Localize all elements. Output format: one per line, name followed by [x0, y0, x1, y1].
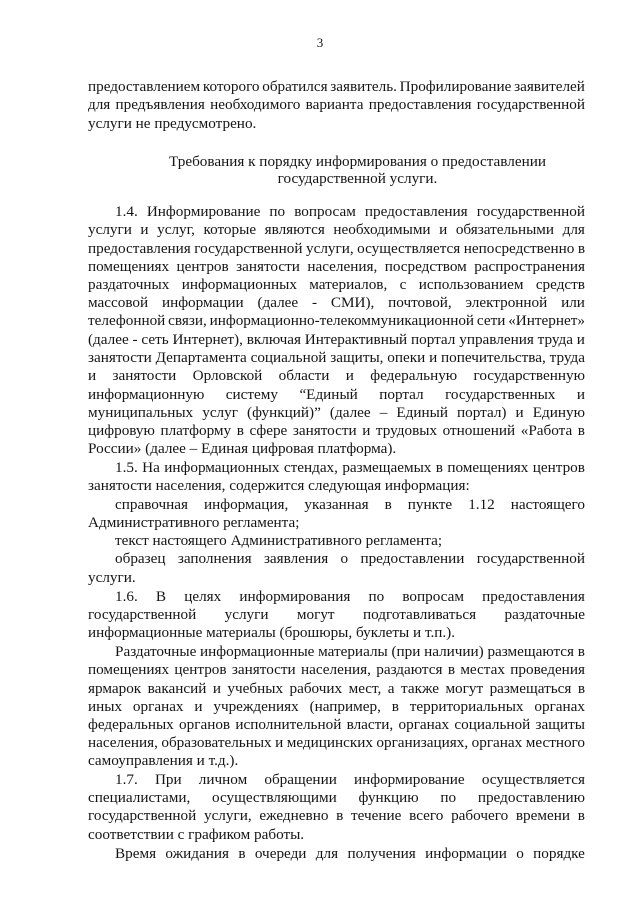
word: отношений — [442, 422, 516, 439]
text-line — [88, 331, 585, 349]
word: населения, — [307, 258, 378, 275]
word: социальной — [454, 716, 531, 733]
word: для — [315, 845, 339, 862]
word: телефонной — [88, 312, 166, 329]
word: государственной — [476, 550, 585, 567]
word: материалов, — [309, 276, 388, 293]
text-line: занятости населения, содержится следующая информация: — [88, 477, 470, 494]
word: варианта — [305, 96, 364, 113]
word: размещаться — [489, 680, 572, 697]
word: государственной — [88, 807, 197, 824]
word: государственной — [476, 96, 585, 113]
word: проведения — [510, 661, 585, 678]
word: попечительства, — [441, 349, 546, 366]
word: Единую — [532, 404, 585, 421]
word: и — [194, 698, 203, 715]
word: портал) — [457, 404, 507, 421]
text-line — [115, 643, 585, 661]
word: “Единый — [299, 386, 358, 403]
word: ярмарок — [88, 680, 142, 697]
word: и — [345, 367, 354, 384]
word: электронной — [465, 294, 548, 311]
word: власти, — [346, 716, 394, 733]
word: услуги — [88, 221, 132, 238]
word: портал — [411, 331, 456, 348]
word: целях — [184, 588, 222, 605]
section-heading-line: Требования к порядку информирования о предоставлении — [169, 153, 546, 170]
word: местного — [525, 734, 585, 751]
word: сфере — [249, 422, 288, 439]
word: информационных — [164, 459, 280, 476]
word: управления — [459, 331, 534, 348]
word: При — [154, 771, 182, 788]
word: исполнительной — [235, 716, 342, 733]
word: вопросам — [402, 588, 464, 605]
word: труда — [537, 331, 573, 348]
text-line — [88, 661, 585, 679]
word: органов — [179, 716, 231, 733]
word: информирование — [353, 771, 465, 788]
word: защиты, — [330, 349, 384, 366]
text-line — [115, 550, 585, 568]
word: заполнения — [177, 550, 252, 567]
word: порядке — [533, 845, 585, 862]
word: заявитель. — [330, 78, 397, 95]
word: и — [429, 349, 438, 366]
word: указанная — [304, 496, 369, 513]
word: и — [576, 386, 585, 403]
text-line: информационные материалы (брошюры, буклеты и т.п.). — [88, 624, 456, 641]
text-line — [88, 221, 585, 239]
word: помещениях — [88, 661, 170, 678]
text-line: услуги не предусмотрено. — [88, 115, 257, 132]
word: и — [439, 221, 448, 238]
word: и — [576, 331, 585, 348]
word: – — [379, 404, 388, 421]
word: 1.5. — [115, 459, 138, 476]
word: размещаются — [487, 643, 575, 660]
text-line — [88, 698, 585, 716]
word: (функций)” — [247, 404, 321, 421]
word: в — [577, 240, 585, 257]
word: местах — [460, 661, 505, 678]
word: включая — [246, 331, 301, 348]
word: занятости — [88, 349, 152, 366]
word: заявления — [263, 550, 329, 567]
word: - — [311, 294, 318, 311]
word: заявителей — [514, 78, 585, 95]
word: функцию — [358, 789, 419, 806]
word: необходимого — [210, 96, 301, 113]
word: труда — [549, 349, 585, 366]
word: осуществляющими — [212, 789, 337, 806]
word: осуществляется — [357, 240, 461, 257]
word: Время — [115, 845, 157, 862]
word: центров — [176, 258, 229, 275]
text-line — [88, 96, 585, 114]
text-line: России» (далее – Единая цифровая платформа). — [88, 440, 397, 457]
word: услуг, — [157, 221, 195, 238]
word: муниципальных — [88, 404, 194, 421]
word: трудовых — [375, 422, 438, 439]
word: государственную — [473, 367, 585, 384]
text-line — [88, 258, 585, 276]
word: специалистами, — [88, 789, 191, 806]
word: На — [142, 459, 160, 476]
text-line — [88, 349, 585, 367]
word: в — [577, 422, 585, 439]
word: 1.4. — [115, 203, 138, 220]
text-line: текст настоящего Административного регламента; — [115, 532, 443, 549]
word: средств — [535, 276, 585, 293]
word: по — [368, 588, 385, 605]
word: услуг — [202, 404, 238, 421]
word: и — [275, 734, 284, 751]
word: в — [236, 422, 244, 439]
word: необходимыми — [333, 221, 431, 238]
word: в — [447, 661, 455, 678]
word: - — [132, 331, 138, 348]
word: услуги — [224, 606, 269, 623]
word: услуги, — [306, 240, 354, 257]
word: настоящего — [510, 496, 585, 513]
word: личном — [198, 771, 248, 788]
word: государственной — [88, 606, 197, 623]
word: Раздаточные — [115, 643, 197, 660]
word: (например, — [309, 698, 381, 715]
word: предоставления — [482, 588, 585, 605]
word: Департамента — [155, 349, 247, 366]
word: медицинских — [286, 734, 373, 751]
word: предъявления — [115, 96, 205, 113]
text-line — [115, 496, 585, 514]
word: в — [577, 643, 585, 660]
word: справочная — [115, 496, 188, 513]
text-line — [115, 771, 585, 789]
word: с — [399, 276, 407, 293]
word: федеральных — [88, 716, 174, 733]
text-line — [115, 588, 585, 606]
word: также — [401, 680, 439, 697]
word: социальной — [250, 349, 327, 366]
word: сеть — [141, 331, 169, 348]
word: населения, — [301, 661, 371, 678]
word: осуществляется — [481, 771, 585, 788]
word: территориальных — [409, 698, 524, 715]
text-line — [88, 276, 585, 294]
word: предоставления — [364, 203, 468, 220]
word: в — [384, 496, 392, 513]
word: в — [391, 698, 399, 715]
text-line — [88, 807, 585, 825]
word: (далее — [257, 294, 299, 311]
word: массовой — [88, 294, 149, 311]
word: иных — [88, 698, 123, 715]
text-line — [88, 312, 585, 330]
text-line — [88, 716, 585, 734]
text-line — [115, 845, 585, 863]
word: предоставлении — [360, 550, 465, 567]
word: в — [577, 680, 585, 697]
word: Интернет), — [172, 331, 243, 348]
word: обратился — [262, 78, 328, 95]
word: размещаемых — [342, 459, 432, 476]
word: пункте — [407, 496, 453, 513]
word: которые — [203, 221, 257, 238]
word: (при — [391, 643, 421, 660]
word: занятости — [236, 258, 300, 275]
word: «Работа — [520, 422, 573, 439]
word: раздаются — [376, 661, 443, 678]
word: или — [561, 294, 585, 311]
text-line — [88, 422, 585, 440]
word: организациях, — [376, 734, 469, 751]
word: государственных — [445, 386, 556, 403]
word: о — [516, 845, 524, 862]
text-line — [88, 386, 585, 404]
text-line — [88, 404, 585, 422]
word: В — [155, 588, 167, 605]
word: в — [238, 845, 246, 862]
word: защиты — [535, 716, 585, 733]
word: занятости — [292, 422, 357, 439]
word: почтовой, — [388, 294, 452, 311]
word: портал — [379, 386, 424, 403]
text-line: самоуправления и т.д.). — [88, 752, 239, 769]
word: стендах, — [283, 459, 338, 476]
word: Интерактивный — [304, 331, 408, 348]
page-number: 3 — [316, 35, 324, 50]
word: и — [515, 404, 524, 421]
word: очереди — [254, 845, 307, 862]
word: мест, — [348, 680, 382, 697]
word: обязательными — [455, 221, 555, 238]
word: органах — [471, 734, 523, 751]
word: (далее — [88, 331, 129, 348]
word: которого — [202, 78, 260, 95]
word: в — [435, 459, 443, 476]
word: в — [577, 807, 585, 824]
word: ожидания — [165, 845, 229, 862]
word: обращении — [264, 771, 337, 788]
word: а — [387, 680, 395, 697]
word: федеральную — [370, 367, 458, 384]
word: использованием — [418, 276, 524, 293]
text-line: услуги. — [88, 569, 136, 586]
word: услуги, — [203, 807, 252, 824]
word: органах — [132, 698, 184, 715]
word: учреждениях — [213, 698, 299, 715]
word: распространения — [474, 258, 585, 275]
word: информационно-телекоммуникационной — [209, 312, 475, 329]
word: в — [336, 807, 344, 824]
word: раздаточных — [88, 276, 170, 293]
word: помещениях — [88, 258, 170, 275]
word: Профилирование — [399, 78, 512, 95]
word: для — [88, 96, 111, 113]
word: рабочих — [289, 680, 343, 697]
word: органах — [534, 698, 585, 715]
word: и — [212, 680, 221, 697]
word: сети — [476, 312, 506, 329]
text-line — [88, 606, 585, 624]
word: информирования — [239, 588, 351, 605]
word: 1.12 — [468, 496, 495, 513]
word: наличии) — [424, 643, 484, 660]
word: посредством — [384, 258, 467, 275]
word: информации — [425, 845, 507, 862]
word: предоставления — [88, 240, 191, 257]
word: (далее — [329, 404, 371, 421]
word: вопросам — [294, 203, 356, 220]
word: 1.7. — [115, 771, 138, 788]
word: и — [88, 367, 97, 384]
word: информационную — [88, 386, 205, 403]
word: систему — [225, 386, 278, 403]
text-line — [88, 294, 585, 312]
word: по — [440, 789, 457, 806]
word: помещениях — [447, 459, 529, 476]
word: учебных — [227, 680, 284, 697]
word: подготавливаться — [362, 606, 477, 623]
word: могут — [445, 680, 484, 697]
text-line: Административного регламента; — [88, 514, 300, 531]
word: Орловской — [192, 367, 263, 384]
word: информационные — [200, 643, 315, 660]
word: «Интернет» — [508, 312, 585, 329]
word: для — [562, 221, 585, 238]
text-line — [88, 734, 585, 752]
section-heading-line: государственной услуги. — [277, 170, 438, 187]
text-line: соответствии с графиком работы. — [88, 826, 305, 843]
word: могут — [296, 606, 335, 623]
word: непосредственно — [463, 240, 575, 257]
word: информационных — [181, 276, 297, 293]
word: занятости — [112, 367, 177, 384]
text-line — [115, 459, 585, 477]
word: государственной — [194, 240, 303, 257]
word: центров — [174, 661, 227, 678]
word: времени — [515, 807, 571, 824]
word: и — [140, 221, 149, 238]
word: всего — [409, 807, 444, 824]
word: по — [269, 203, 286, 220]
word: раздаточные — [504, 606, 585, 623]
word: связи, — [168, 312, 207, 329]
word: информации — [161, 294, 244, 311]
word: государственной — [476, 203, 585, 220]
word: опеки — [387, 349, 426, 366]
word: области — [278, 367, 330, 384]
text-line — [88, 240, 585, 258]
word: рабочего — [451, 807, 509, 824]
word: о — [340, 550, 349, 567]
word: предоставлением — [88, 78, 201, 95]
word: течение — [351, 807, 402, 824]
word: центров — [532, 459, 585, 476]
word: ежедневно — [259, 807, 329, 824]
word: Информирование — [146, 203, 261, 220]
word: материалы — [318, 643, 388, 660]
word: информация, — [203, 496, 289, 513]
word: получения — [347, 845, 416, 862]
text-line — [88, 78, 585, 96]
word: вакансий — [147, 680, 207, 697]
word: предоставления — [368, 96, 472, 113]
word: цифровую — [88, 422, 155, 439]
word: платформу — [160, 422, 232, 439]
text-line — [115, 203, 585, 221]
word: СМИ), — [330, 294, 375, 311]
word: Единый — [396, 404, 448, 421]
word: и — [362, 422, 371, 439]
word: предоставлению — [477, 789, 585, 806]
word: населения, — [88, 734, 158, 751]
word: 1.6. — [115, 588, 138, 605]
word: образец — [115, 550, 166, 567]
text-line — [88, 367, 585, 385]
word: являются — [264, 221, 325, 238]
text-line — [88, 680, 585, 698]
word: образовательных — [161, 734, 272, 751]
word: органах — [398, 716, 450, 733]
text-line — [88, 789, 585, 807]
word: занятости — [231, 661, 296, 678]
